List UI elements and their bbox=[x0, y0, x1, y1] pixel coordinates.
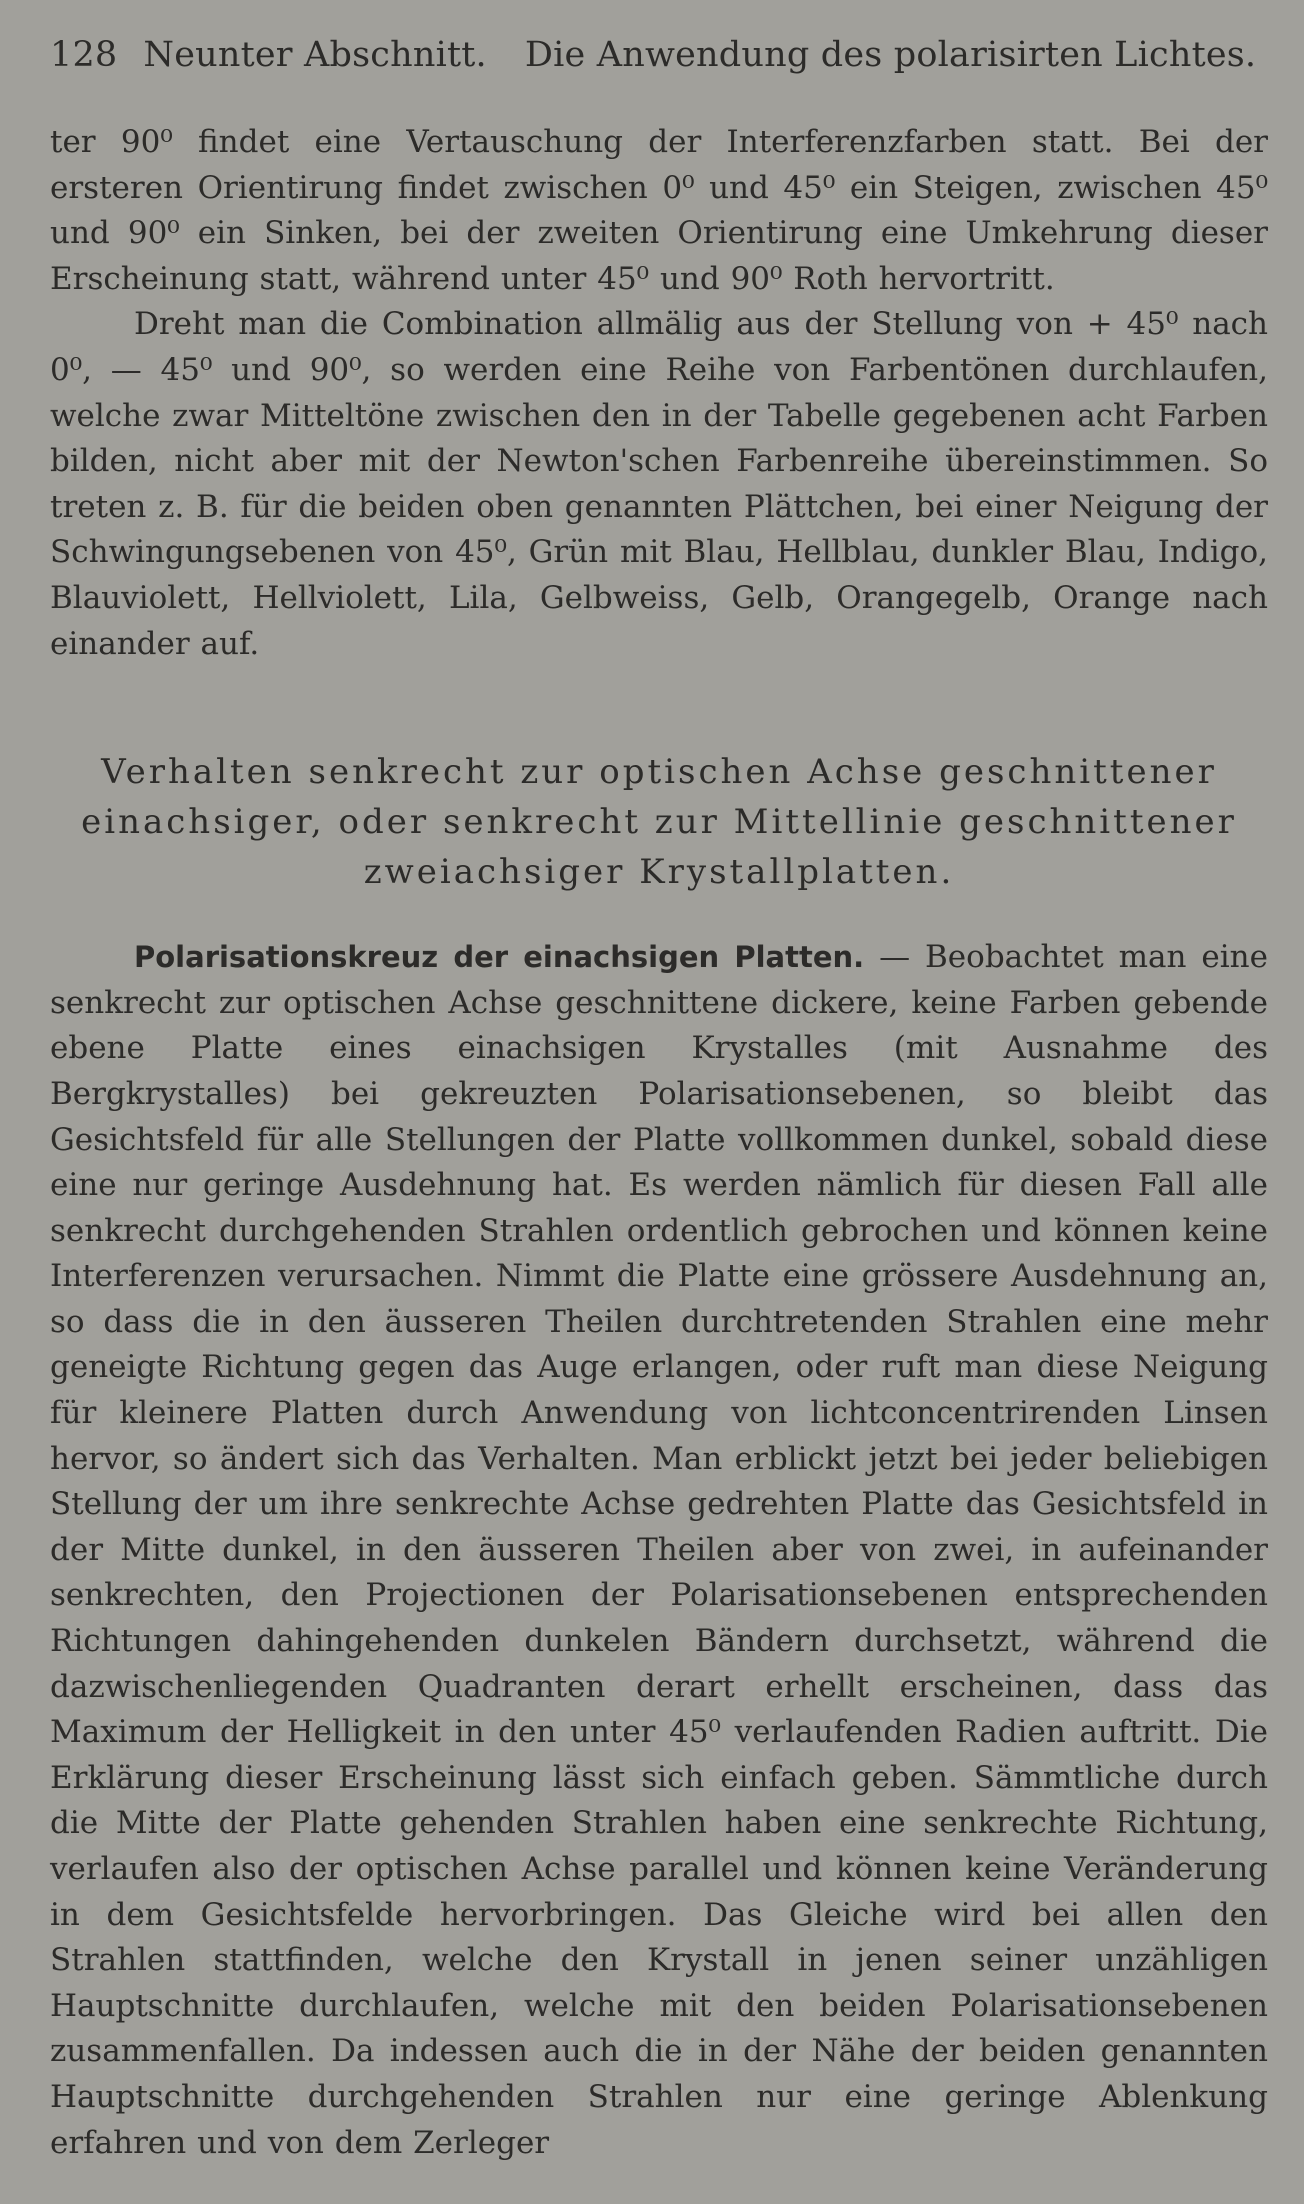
paragraph: Dreht man die Combination allmälig aus der Stellung von + 45⁰ nach 0⁰, — 45⁰ und 90⁰, so werden eine Reihe von Farbentönen durchlaufen, welche zwar Mitteltöne zwischen den in der Tabelle gegebenen acht Farben bilden, nicht aber mit der Newton'schen Farbenreihe übereinstimmen. So treten z. B. für die beiden oben genannten Plättchen, bei einer Neigung der Schwingungsebenen von 45⁰, Grün mit Blau, Hellblau, dunkler Blau, Indigo, Blauviolett, Hellviolett, Lila, Gelbweiss, Gelb, Orangegelb, Orange nach einander auf. bbox=[50, 306, 1268, 662]
running-title: Die Anwendung des polarisirten Lichtes. bbox=[524, 35, 1257, 75]
paragraph-body: — Beobachtet man eine senkrecht zur optischen Achse geschnittene dickere, keine Farben gebende ebene Platte eines einachsigen Krystalles (mit Ausnahme des Bergkrystalles) bei gekreuzten Polarisationsebenen, so bleibt das Gesichtsfeld für alle Stellungen der Platte vollkommen dunkel, sobald diese eine nur geringe Ausdehnung hat. Es werden nämlich für diesen Fall alle senkrecht durchgehenden Strahlen ordentlich gebrochen und können keine Interferenzen verursachen. Nimmt die Platte eine grössere Ausdehnung an, so dass die in den äusseren Theilen durchtretenden Strahlen eine mehr geneigte Richtung gegen das Auge erlangen, oder ruft man diese Neigung für kleinere Platten durch Anwendung von lichtconcentrirenden Linsen hervor, so ändert sich das Verhalten. Man erblickt jetzt bei jeder beliebigen Stellung der um ihre senkrechte Achse gedrehten Platte das Gesichtsfeld in der Mitte dunkel, in den äusseren Theilen aber von zwei, in aufeinander senkrechten, den Projectionen der Polarisationsebenen entsprechenden Richtungen dahingehenden dunkelen Bändern durchsetzt, während die dazwischenliegenden Quadranten derart erhellt erscheinen, dass das Maximum der Helligkeit in den unter 45⁰ verlaufenden Radien auftritt. Die Erklärung dieser Erscheinung lässt sich einfach geben. Sämmtliche durch die Mitte der Platte gehenden Strahlen haben eine senkrechte Richtung, verlaufen also der optischen Achse parallel und können keine Veränderung in dem Gesichtsfelde hervorbringen. Das Gleiche wird bei allen den Strahlen stattfinden, welche den Krystall in jenen seiner unzähligen Hauptschnitte durchlaufen, welche mit den beiden Polarisationsebenen zusammenfallen. Da indessen auch die in der Nähe der beiden genannten Hauptschnitte durchgehenden Strahlen nur eine geringe Ablenkung erfahren und von dem Zerleger bbox=[50, 939, 1268, 2161]
paragraph-continued: ter 90⁰ findet eine Vertauschung der Interferenzfarben statt. Bei der ersteren Orientirung findet zwischen 0⁰ und 45⁰ ein Steigen, zwischen 45⁰ und 90⁰ ein Sinken, bei der zweiten Orientirung eine Umkehrung dieser Erscheinung statt, während unter 45⁰ und 90⁰ Roth hervortritt. bbox=[50, 124, 1268, 297]
paragraph-lead-in: Polarisationskreuz der einachsigen Platten. bbox=[134, 940, 865, 975]
section-paragraph bbox=[50, 935, 1268, 2166]
chapter-label: Neunter Abschnitt. bbox=[143, 35, 487, 75]
page-number: 128 bbox=[50, 35, 118, 75]
section-heading: Verhalten senkrecht zur optischen Achse geschnittener einachsiger, oder senkrecht zur Mittellinie geschnittener zweiachsiger Krystallplatten. bbox=[81, 752, 1237, 893]
running-head bbox=[50, 30, 1268, 80]
